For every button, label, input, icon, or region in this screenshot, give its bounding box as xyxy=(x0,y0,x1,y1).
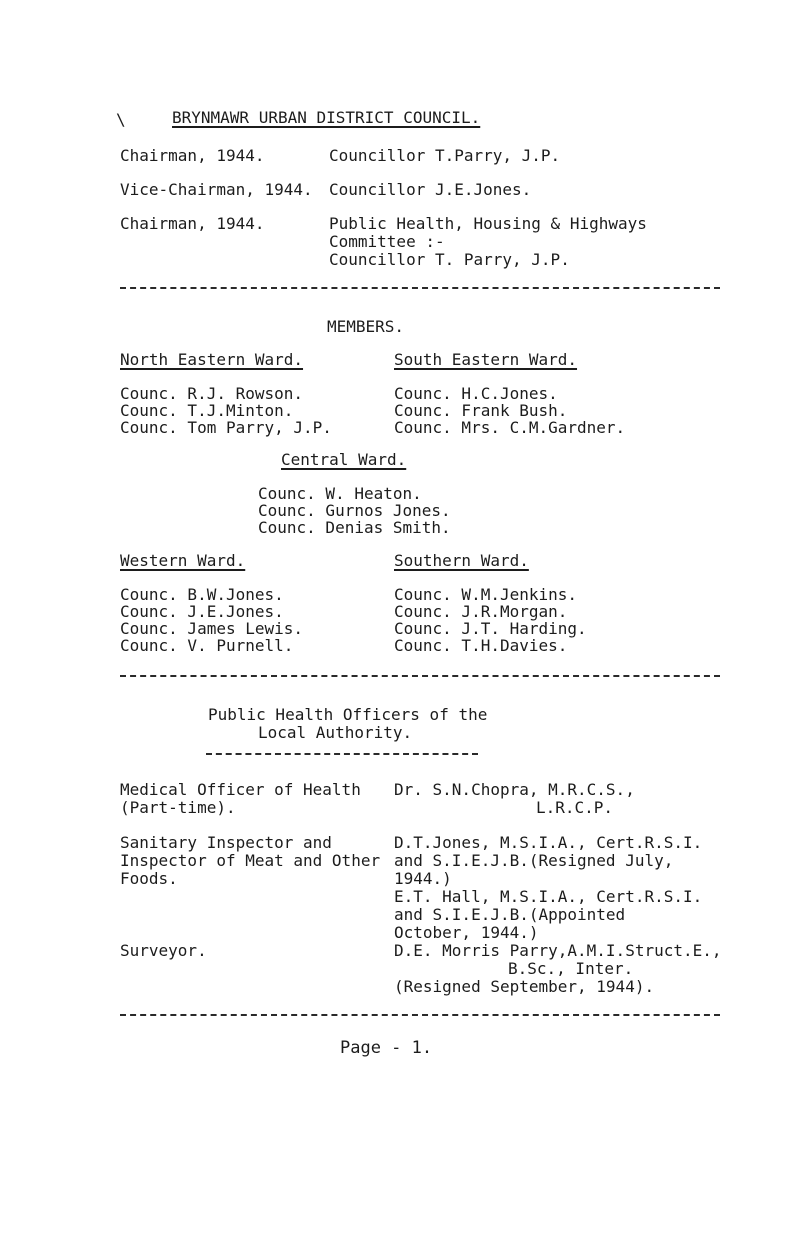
ward-member: Counc. Gurnos Jones. xyxy=(258,501,451,520)
officer-role: Surveyor. xyxy=(120,941,207,960)
ward-member: Counc. H.C.Jones. xyxy=(394,384,558,403)
ward-member: Counc. W. Heaton. xyxy=(258,484,422,503)
officer-role-committee-chairman: Chairman, 1944. xyxy=(120,214,265,233)
heading-divider xyxy=(206,753,478,755)
divider xyxy=(120,675,720,677)
ward-member: Counc. J.T. Harding. xyxy=(394,619,587,638)
ward-title-western: Western Ward. xyxy=(120,551,246,570)
officer-detail: L.R.C.P. xyxy=(536,798,614,817)
ward-member: Counc. V. Purnell. xyxy=(120,636,294,655)
officer-role: Inspector of Meat and Other xyxy=(120,851,381,870)
health-officers-heading-line-2: Local Authority. xyxy=(258,723,413,742)
officer-detail: Dr. S.N.Chopra, M.R.C.S., xyxy=(394,780,635,799)
officer-detail: B.Sc., Inter. xyxy=(508,959,634,978)
ward-member: Counc. T.H.Davies. xyxy=(394,636,568,655)
committee-name-line-1: Public Health, Housing & Highways xyxy=(329,214,647,233)
ward-member: Counc. Tom Parry, J.P. xyxy=(120,418,332,437)
divider xyxy=(120,1014,720,1016)
page-corner-mark: \ xyxy=(116,110,126,129)
ward-member: Counc. R.J. Rowson. xyxy=(120,384,304,403)
officer-name-vice-chairman: Councillor J.E.Jones. xyxy=(329,180,532,199)
officer-role: Sanitary Inspector and xyxy=(120,833,332,852)
health-officers-heading-line-1: Public Health Officers of the xyxy=(208,705,488,724)
divider xyxy=(120,287,720,289)
ward-title-north-eastern: North Eastern Ward. xyxy=(120,350,304,369)
officer-detail: October, 1944.) xyxy=(394,923,539,942)
ward-member: Counc. W.M.Jenkins. xyxy=(394,585,578,604)
ward-member: Counc. Frank Bush. xyxy=(394,401,568,420)
ward-member: Counc. T.J.Minton. xyxy=(120,401,294,420)
officer-detail: E.T. Hall, M.S.I.A., Cert.R.S.I. xyxy=(394,887,703,906)
ward-member: Counc. Denias Smith. xyxy=(258,518,451,537)
officer-role: Medical Officer of Health xyxy=(120,780,361,799)
officer-role: Foods. xyxy=(120,869,178,888)
officer-detail: and S.I.E.J.B.(Resigned July, xyxy=(394,851,674,870)
officer-detail: D.E. Morris Parry,A.M.I.Struct.E., xyxy=(394,941,722,960)
ward-title-southern: Southern Ward. xyxy=(394,551,529,570)
ward-member: Counc. B.W.Jones. xyxy=(120,585,284,604)
members-heading: MEMBERS. xyxy=(327,317,405,336)
officer-detail: (Resigned September, 1944). xyxy=(394,977,655,996)
officer-detail: and S.I.E.J.B.(Appointed xyxy=(394,905,626,924)
officer-role-vice-chairman: Vice-Chairman, 1944. xyxy=(120,180,313,199)
ward-member: Counc. Mrs. C.M.Gardner. xyxy=(394,418,626,437)
officer-detail: 1944.) xyxy=(394,869,452,888)
committee-name-line-3: Councillor T. Parry, J.P. xyxy=(329,250,570,269)
page-title: BRYNMAWR URBAN DISTRICT COUNCIL. xyxy=(172,108,481,127)
ward-member: Counc. James Lewis. xyxy=(120,619,304,638)
officer-role-chairman: Chairman, 1944. xyxy=(120,146,265,165)
ward-member: Counc. J.R.Morgan. xyxy=(394,602,568,621)
officer-name-chairman: Councillor T.Parry, J.P. xyxy=(329,146,561,165)
officer-role: (Part-time). xyxy=(120,798,236,817)
ward-member: Counc. J.E.Jones. xyxy=(120,602,284,621)
officer-detail: D.T.Jones, M.S.I.A., Cert.R.S.I. xyxy=(394,833,703,852)
committee-name-line-2: Committee :- xyxy=(329,232,445,251)
ward-title-south-eastern: South Eastern Ward. xyxy=(394,350,578,369)
page-number: Page - 1. xyxy=(340,1038,433,1058)
ward-title-central: Central Ward. xyxy=(281,450,407,469)
